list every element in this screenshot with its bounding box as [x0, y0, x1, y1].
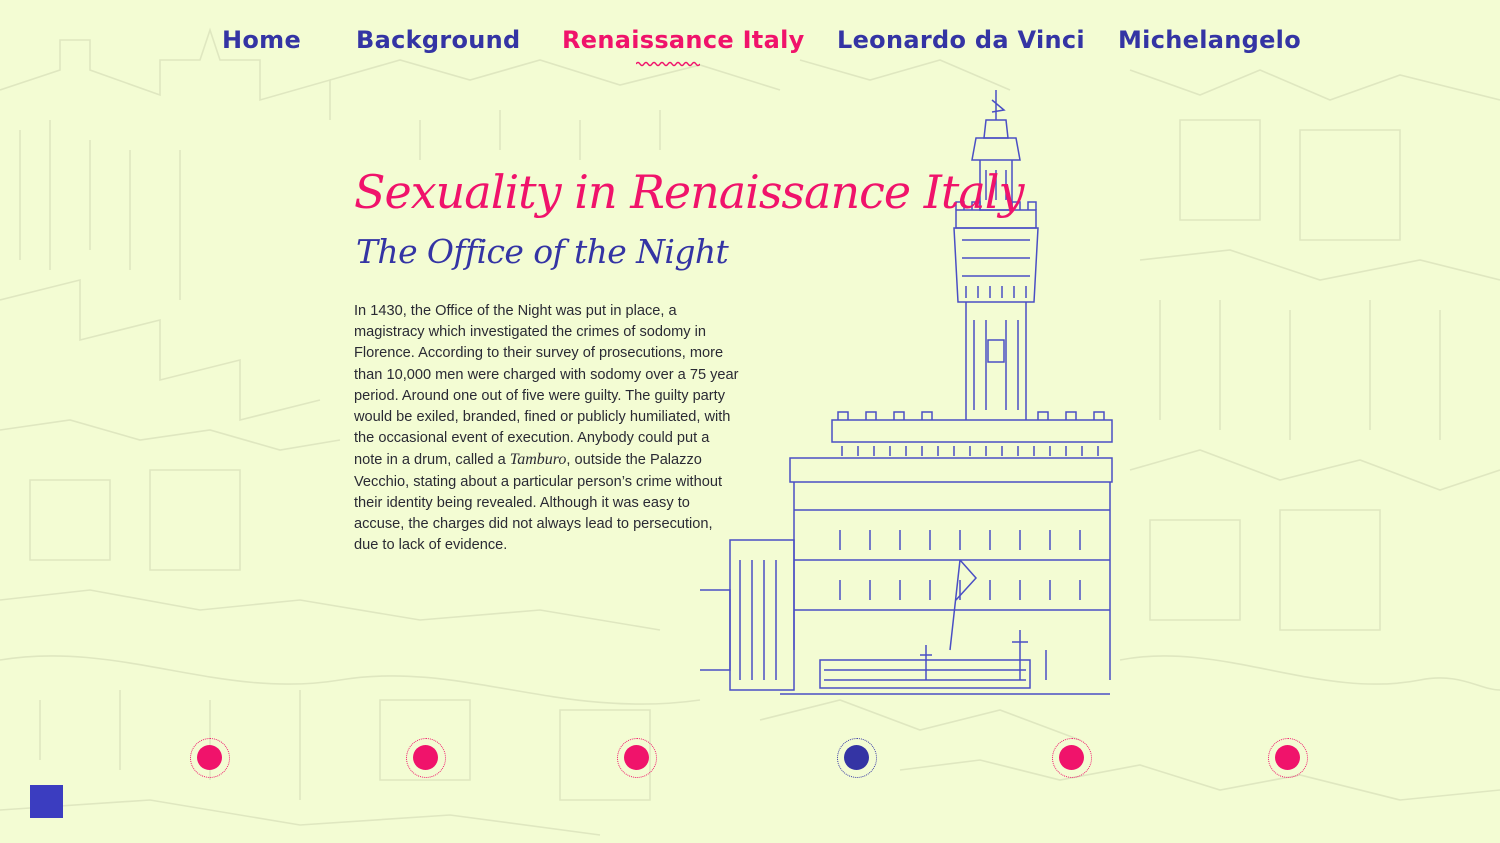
section-subtitle: The Office of the Night: [356, 232, 729, 271]
page-title: Sexuality in Renaissance Italy: [354, 165, 1024, 219]
pagination-dot-2[interactable]: [406, 738, 446, 778]
paragraph-text-end: , outside the Palazzo Vecchio, stating about a particular person’s crime without their identity being revealed. Although it was easy to accuse, the charges did not always lead to persecution, due to lack of evidence.: [354, 452, 723, 554]
pagination-dot-3[interactable]: [617, 738, 657, 778]
pagination-dot-4-current[interactable]: [837, 738, 877, 778]
article-paragraph: [354, 301, 739, 556]
pagination-dots: [0, 738, 1500, 786]
active-nav-underline: [636, 61, 700, 67]
nav-home[interactable]: Home: [222, 26, 302, 54]
paragraph-emphasis-tamburo: Tamburo: [509, 451, 567, 469]
pagination-dot-5[interactable]: [1052, 738, 1092, 778]
pagination-dot-6[interactable]: [1268, 738, 1308, 778]
nav-michelangelo[interactable]: Michelangelo: [1118, 26, 1301, 54]
nav-background[interactable]: Background: [356, 26, 521, 54]
nav-renaissance-italy[interactable]: Renaissance Italy: [562, 26, 805, 54]
pagination-dot-1[interactable]: [190, 738, 230, 778]
paragraph-text-start: In 1430, the Office of the Night was put in place, a magistracy which investigated the crimes of sodomy in Florence. According to their survey of prosecutions, more than 10,000 men were charged with sodomy over a 75 year period. Around one out of five were guilty. The guilty party would be exiled, branded, fined or publicly humiliated, with the occasional event of execution. Anybody could put a note in a drum, called a: [354, 303, 739, 469]
main-navigation: [0, 20, 1500, 70]
corner-square-button[interactable]: [30, 785, 63, 818]
nav-leonardo-da-vinci[interactable]: Leonardo da Vinci: [837, 26, 1085, 54]
